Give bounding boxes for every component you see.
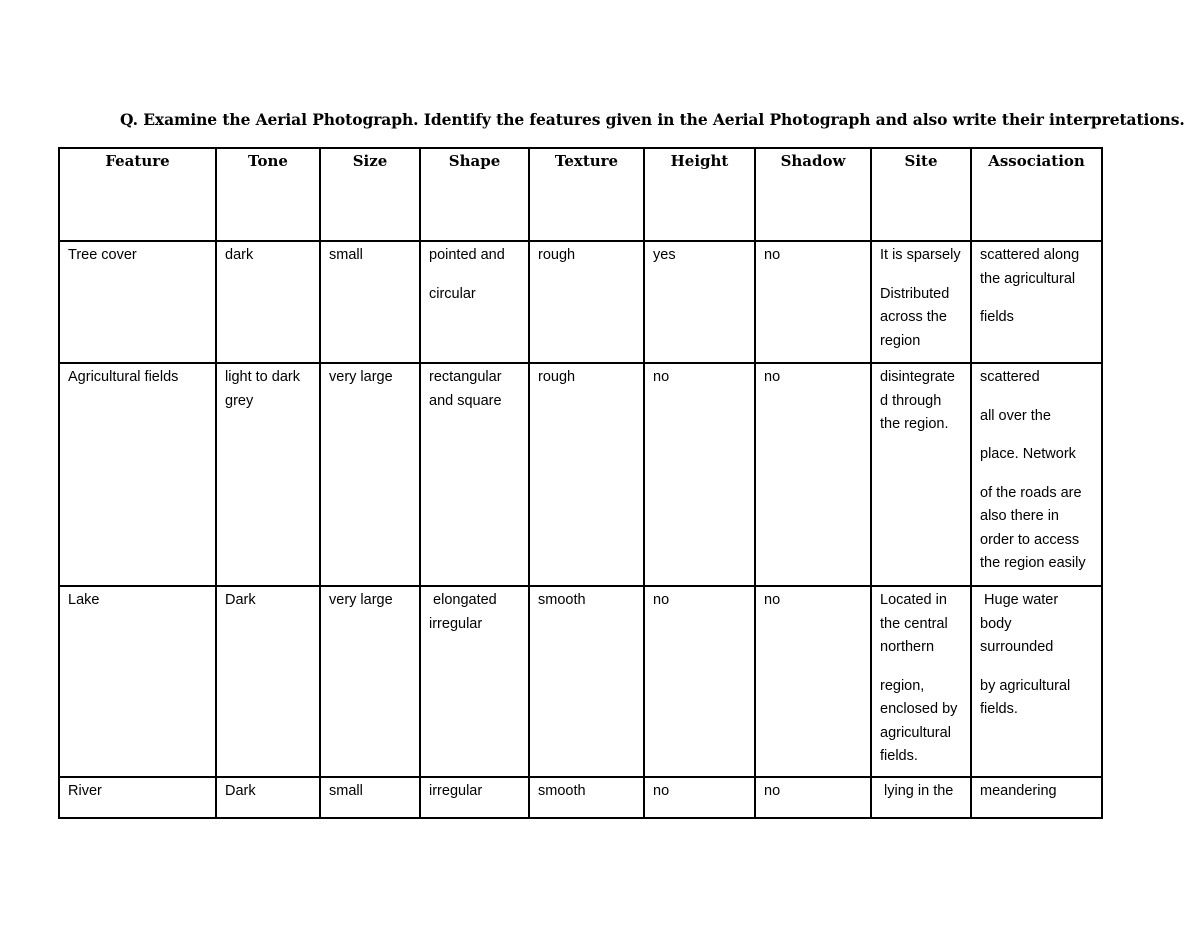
- cell-shadow: no: [755, 241, 871, 363]
- header-shape: Shape: [420, 148, 529, 241]
- cell-texture: rough: [529, 363, 644, 586]
- cell-texture: smooth: [529, 777, 644, 818]
- cell-shape: elongated irregular: [420, 586, 529, 777]
- header-association: Association: [971, 148, 1102, 241]
- cell-site: It is sparsely Distributed across the region: [871, 241, 971, 363]
- table-row: [59, 586, 1102, 777]
- table-row: [59, 363, 1102, 586]
- cell-association: Huge water body surrounded by agricultural fields.: [971, 586, 1102, 777]
- cell-site: lying in the: [871, 777, 971, 818]
- cell-tone: dark: [216, 241, 320, 363]
- cell-size: small: [320, 777, 420, 818]
- cell-association: scattered along the agricultural fields: [971, 241, 1102, 363]
- header-feature: Feature: [59, 148, 216, 241]
- cell-feature: Agricultural fields: [59, 363, 216, 586]
- cell-shape: rectangular and square: [420, 363, 529, 586]
- cell-size: very large: [320, 586, 420, 777]
- cell-height: yes: [644, 241, 755, 363]
- cell-shadow: no: [755, 777, 871, 818]
- table-row: [59, 241, 1102, 363]
- header-size: Size: [320, 148, 420, 241]
- header-site: Site: [871, 148, 971, 241]
- cell-tone: light to dark grey: [216, 363, 320, 586]
- cell-height: no: [644, 363, 755, 586]
- cell-texture: smooth: [529, 586, 644, 777]
- cell-feature: Lake: [59, 586, 216, 777]
- cell-height: no: [644, 777, 755, 818]
- header-texture: Texture: [529, 148, 644, 241]
- header-shadow: Shadow: [755, 148, 871, 241]
- cell-tone: Dark: [216, 586, 320, 777]
- cell-association: meandering: [971, 777, 1102, 818]
- cell-shadow: no: [755, 586, 871, 777]
- cell-site: Located in the central northern region, enclosed by agricultural fields.: [871, 586, 971, 777]
- cell-shape: pointed and circular: [420, 241, 529, 363]
- cell-shadow: no: [755, 363, 871, 586]
- cell-shape: irregular: [420, 777, 529, 818]
- cell-association: scattered all over the place. Network of the roads are also there in order to access the region easily: [971, 363, 1102, 586]
- cell-feature: River: [59, 777, 216, 818]
- cell-height: no: [644, 586, 755, 777]
- cell-tone: Dark: [216, 777, 320, 818]
- cell-texture: rough: [529, 241, 644, 363]
- cell-feature: Tree cover: [59, 241, 216, 363]
- table-row: [59, 777, 1102, 818]
- interpretation-table: [58, 147, 1103, 819]
- cell-size: small: [320, 241, 420, 363]
- cell-site: disintegrate d through the region.: [871, 363, 971, 586]
- question-text: Q. Examine the Aerial Photograph. Identify the features given in the Aerial Photograph and also write their interpretations.: [120, 110, 1185, 129]
- header-height: Height: [644, 148, 755, 241]
- cell-size: very large: [320, 363, 420, 586]
- table-header-row: [59, 148, 1102, 241]
- header-tone: Tone: [216, 148, 320, 241]
